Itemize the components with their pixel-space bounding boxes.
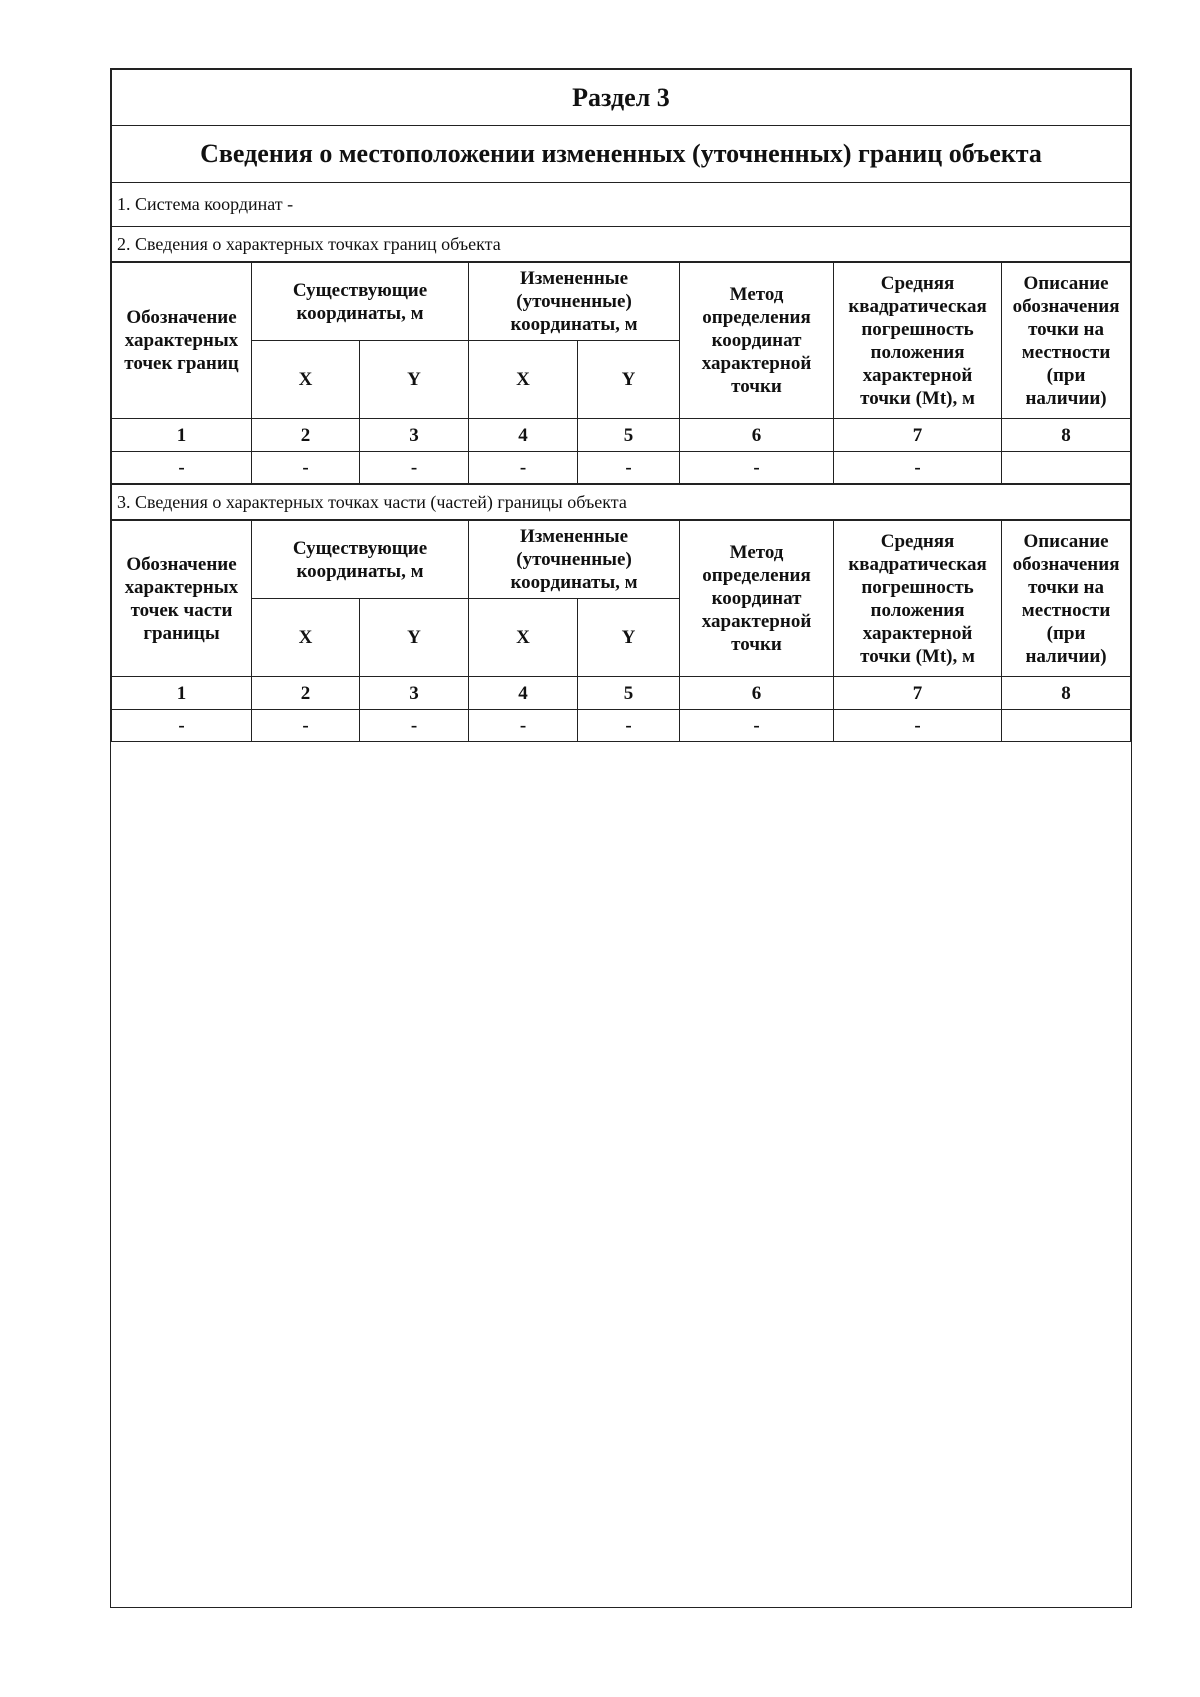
p3-num: 5 xyxy=(578,677,680,710)
p3-num: 3 xyxy=(360,677,469,710)
p3-data-row xyxy=(112,710,1131,742)
p3-cell: - xyxy=(680,710,834,742)
p2-num: 2 xyxy=(252,419,360,452)
p3-num: 8 xyxy=(1002,677,1131,710)
p3-col-changed: Измененные (уточненные) координаты, м xyxy=(469,521,680,599)
p2-col-error: Средняя квадратическая погрешность положения характерной точки (Mt), м xyxy=(834,263,1002,419)
p3-existing-x: X xyxy=(252,599,360,677)
section-number: Раздел 3 xyxy=(112,70,1131,126)
coord-system-line: 1. Система координат - xyxy=(112,183,1131,227)
p3-num: 6 xyxy=(680,677,834,710)
p3-cell: - xyxy=(112,710,252,742)
section-title: Сведения о местоположении измененных (уточненных) границ объекта xyxy=(112,126,1131,183)
p2-changed-y: Y xyxy=(578,341,680,419)
p2-changed-x: X xyxy=(469,341,578,419)
part2-table xyxy=(111,262,1131,484)
p2-data-row xyxy=(112,452,1131,484)
p3-num: 4 xyxy=(469,677,578,710)
document-frame xyxy=(110,68,1132,1608)
p3-num: 7 xyxy=(834,677,1002,710)
p2-cell: - xyxy=(834,452,1002,484)
p3-changed-x: X xyxy=(469,599,578,677)
p3-cell: - xyxy=(360,710,469,742)
p3-col-designation: Обозначение характерных точек части границы xyxy=(112,521,252,677)
p3-num: 2 xyxy=(252,677,360,710)
p2-col-existing: Существующие координаты, м xyxy=(252,263,469,341)
p3-cell: - xyxy=(469,710,578,742)
p3-col-error: Средняя квадратическая погрешность положения характерной точки (Mt), м xyxy=(834,521,1002,677)
p2-existing-x: X xyxy=(252,341,360,419)
p2-col-method: Метод определения координат характерной точки xyxy=(680,263,834,419)
p2-col-changed: Измененные (уточненные) координаты, м xyxy=(469,263,680,341)
p2-cell: - xyxy=(578,452,680,484)
p2-existing-y: Y xyxy=(360,341,469,419)
p3-col-existing: Существующие координаты, м xyxy=(252,521,469,599)
p2-num: 5 xyxy=(578,419,680,452)
p2-num: 4 xyxy=(469,419,578,452)
p2-num: 3 xyxy=(360,419,469,452)
p3-cell: - xyxy=(252,710,360,742)
part2-heading: 2. Сведения о характерных точках границ объекта xyxy=(112,227,1131,262)
p2-col-designation: Обозначение характерных точек границ xyxy=(112,263,252,419)
p2-cell: - xyxy=(360,452,469,484)
p3-col-description: Описание обозначения точки на местности (при наличии) xyxy=(1002,521,1131,677)
p2-cell: - xyxy=(252,452,360,484)
p3-cell: - xyxy=(578,710,680,742)
p2-number-row xyxy=(112,419,1131,452)
p2-col-description: Описание обозначения точки на местности (при наличии) xyxy=(1002,263,1131,419)
p3-cell xyxy=(1002,710,1131,742)
p3-changed-y: Y xyxy=(578,599,680,677)
p3-existing-y: Y xyxy=(360,599,469,677)
p2-num: 6 xyxy=(680,419,834,452)
header-table xyxy=(111,69,1131,262)
p3-number-row xyxy=(112,677,1131,710)
p2-num: 1 xyxy=(112,419,252,452)
p2-cell: - xyxy=(112,452,252,484)
p3-num: 1 xyxy=(112,677,252,710)
p2-cell: - xyxy=(680,452,834,484)
p3-cell: - xyxy=(834,710,1002,742)
p2-num: 8 xyxy=(1002,419,1131,452)
p2-cell xyxy=(1002,452,1131,484)
part3-heading-table xyxy=(111,484,1131,520)
part3-heading: 3. Сведения о характерных точках части (частей) границы объекта xyxy=(112,485,1131,520)
p2-num: 7 xyxy=(834,419,1002,452)
p2-cell: - xyxy=(469,452,578,484)
part3-table xyxy=(111,520,1131,742)
p3-col-method: Метод определения координат характерной точки xyxy=(680,521,834,677)
